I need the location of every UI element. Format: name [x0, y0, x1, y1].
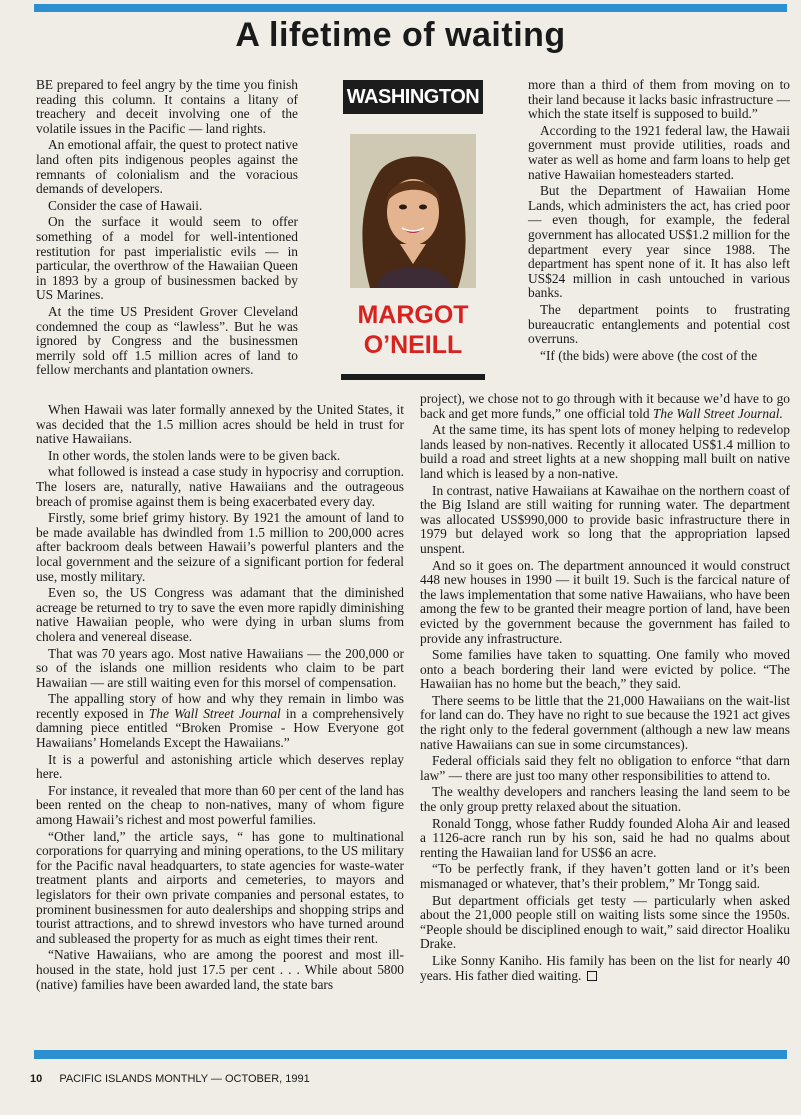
paragraph: Ronald Tongg, whose father Ruddy founded Aloha Air and leased a 1126-acre ranch run by his son, said he had no qualms about renting the Hawaiian land for US$6 an acre. — [420, 815, 790, 860]
paragraph: At the time US President Grover Cleveland condemned the coup as “lawless”. But he was ignored by Congress and the businessmen merrily sold off 1.5 million acres of land to fellow merchants and plantation owners. — [36, 303, 298, 378]
paragraph: On the surface it would seem to offer something of a model for well-intentioned restitution for past imperialistic evils — in particular, the overthrow of the Hawaiian Queen in 1893 by a group of businessmen backed by US Marines. — [36, 214, 298, 303]
paragraph: Some families have taken to squatting. One family who moved onto a beach bordering their land were evicted by police. “The Hawaiian has no home but the beach,” they said. — [420, 647, 790, 692]
right-column — [528, 78, 790, 365]
paragraph: But department officials get testy — particularly when asked about the 21,000 people still on waiting lists some since the 1950s. “People should be disciplined enough to wait,” said director Hoaliku Drake. — [420, 892, 790, 952]
byline-rule — [341, 374, 485, 380]
paragraph: Federal officials said they felt no obligation to enforce “that darn law” — there are just too many other responsibilities to attend to. — [420, 753, 790, 783]
bottom-left-column — [36, 403, 404, 994]
paragraph: An emotional affair, the quest to protect native land often pits indigenous peoples against the remnants of colonialism and the voracious demands of developers. — [36, 137, 298, 197]
publication-title: The Wall Street Journal. — [652, 405, 783, 421]
paragraph — [36, 692, 404, 750]
paragraph: In contrast, native Hawaiians at Kawaihae on the northern coast of the Big Island are still waiting for running water. The department was allocated US$990,000 to provide basic infrastructure there in 1979 but delayed work so long that the appropriation lapsed unspent. — [420, 482, 790, 556]
paragraph: The department points to frustrating bureaucratic entanglements and potential cost overruns. — [528, 301, 790, 347]
headline: A lifetime of waiting — [235, 16, 566, 54]
paragraph: Consider the case of Hawaii. — [48, 197, 203, 213]
page-footer — [30, 1073, 310, 1085]
paragraph: For instance, it revealed that more than 60 per cent of the land has been rented on the cheap to non-natives, many of whom figure among Hawaii’s richest and most powerful families. — [36, 782, 404, 828]
paragraph-part: in a comprehensively damning piece entitled “Broken Promise - How Everyone got Hawaiians’ Homelands Except the Hawaiians.” — [36, 705, 404, 751]
paragraph: That was 70 years ago. Most native Hawaiians — the 200,000 or so of the islands one million residents who claim to be part Hawaiian — are still waiting even for this morsel of compensation. — [36, 645, 404, 690]
author-name-first: MARGOT — [357, 301, 469, 329]
byline-box — [343, 80, 483, 380]
publication-title: The Wall Street Journal — [148, 705, 281, 721]
paragraph: It is a powerful and astonishing article which deserves replay here. — [36, 751, 404, 782]
right-span-column — [420, 392, 790, 985]
publication-footer: PACIFIC ISLANDS MONTHLY — OCTOBER, 1991 — [59, 1073, 310, 1085]
left-column — [36, 78, 298, 380]
paragraph: There seems to be little that the 21,000 Hawaiians on the wait-list for land can do. They have no right to sue because the 1921 act gives the right only to the federal government (although a new law means native Hawaiians can sue in some circumstances). — [420, 692, 790, 752]
paragraph: more than a third of them from moving on to their land because it lacks basic infrastructure — which the state itself is supposed to build.” — [528, 77, 790, 122]
bottom-accent-bar — [34, 1050, 787, 1059]
paragraph: “Native Hawaiians, who are among the poorest and most ill-housed in the state, hold just 17.5 per cent . . . While about 5800 (native) families have been awarded land, the state bars — [36, 947, 404, 992]
paragraph: Even so, the US Congress was adamant that the diminished acreage be returned to try to save the even more rapidly diminishing native Hawaiian people, who were dying in urban slums from cholera and venereal disease. — [36, 585, 404, 644]
dateline-tag: WASHINGTON — [343, 80, 483, 114]
author-photo — [350, 134, 476, 288]
paragraph: “Other land,” the article says, “ has gone to multinational corporations for quarrying and mining operations, to the US military for the Pacific naval headquarters, to state agencies for waste-water treatment plants and airports and cemeteries, to mayors and legislators for their own private companies and personal estates, to prominent businessmen for auto dealerships and shopping strips and tourist attractions, and to shrewd investors who have turned around and subleased the property for as much as eight times their rent. — [36, 828, 404, 946]
paragraph: what followed is instead a case study in hypocrisy and corruption. The losers are, naturally, native Hawaiians and the outrageous breach of promise against them is being exacerbated every day. — [36, 464, 404, 509]
paragraph: BE prepared to feel angry by the time you finish reading this column. It contains a litany of treachery and deceit involving one of the volatile issues in the Pacific — land rights. — [36, 77, 298, 136]
paragraph: “If (the bids) were above (the cost of the — [540, 347, 758, 363]
paragraph: According to the 1921 federal law, the Hawaii government must provide utilities, roads and water as well as home and farm loans to help get native Hawaiian homesteaders started. — [528, 122, 790, 182]
top-accent-bar — [34, 4, 787, 12]
paragraph-part: The appalling story of how and why they remain in limbo was recently exposed in — [36, 691, 404, 721]
paragraph: In other words, the stolen lands were to be given back. — [48, 447, 341, 463]
paragraph: And so it goes on. The department announced it would construct 448 new houses in 1990 — it built 19. Such is the farcical nature of the laws implementation that some native Hawaiians, who have been among the few to be granted their meagre portion of land, have been evicted by the government because the government has failed to provide any infrastructure. — [420, 557, 790, 646]
paragraph: But the Department of Hawaiian Home Lands, which administers the act, has cried poor — even though, for example, the federal government has allocated US$1.2 million for the department every year since 1988. The department has spent none of it. It has also left US$24 million in cash untouched in various banks. — [528, 183, 790, 301]
paragraph: “To be perfectly frank, if they haven’t gotten land or it’s been mismanaged or whatever, that’s their problem,” Mr Tongg said. — [420, 861, 790, 891]
paragraph — [420, 392, 790, 421]
paragraph — [420, 954, 790, 983]
paragraph: The wealthy developers and ranchers leasing the land seem to be the only group pretty relaxed about the situation. — [420, 784, 790, 815]
author-name — [357, 300, 468, 360]
end-of-article-mark-icon — [587, 971, 597, 981]
paragraph-part: project), we chose not to go through with it because we’d have to go back and get more funds,” one official told — [420, 391, 790, 421]
paragraph: When Hawaii was later formally annexed by the United States, it was decided that the 1.5 million acres should be held in trust for native Hawaiians. — [36, 402, 404, 447]
author-name-last: O’NEILL — [363, 331, 463, 359]
paragraph: Firstly, some brief grimy history. By 1921 the amount of land to be made available has dwindled from 1.5 million to 200,000 acres after backroom deals between Hawaii’s powerful planters and the local government and the seizure of a significant portion for federal use, mostly military. — [36, 510, 404, 584]
paragraph: At the same time, its has spent lots of money helping to redevelop lands leased by non-natives. Recently it allocated US$1.4 million to build a road and street lights at a new shopping mall built on native land which is leased by a non-native. — [420, 422, 790, 481]
page-number: 10 — [30, 1073, 43, 1085]
paragraph-part: Like Sonny Kaniho. His family has been on the list for nearly 40 years. His father died waiting. — [420, 952, 790, 983]
